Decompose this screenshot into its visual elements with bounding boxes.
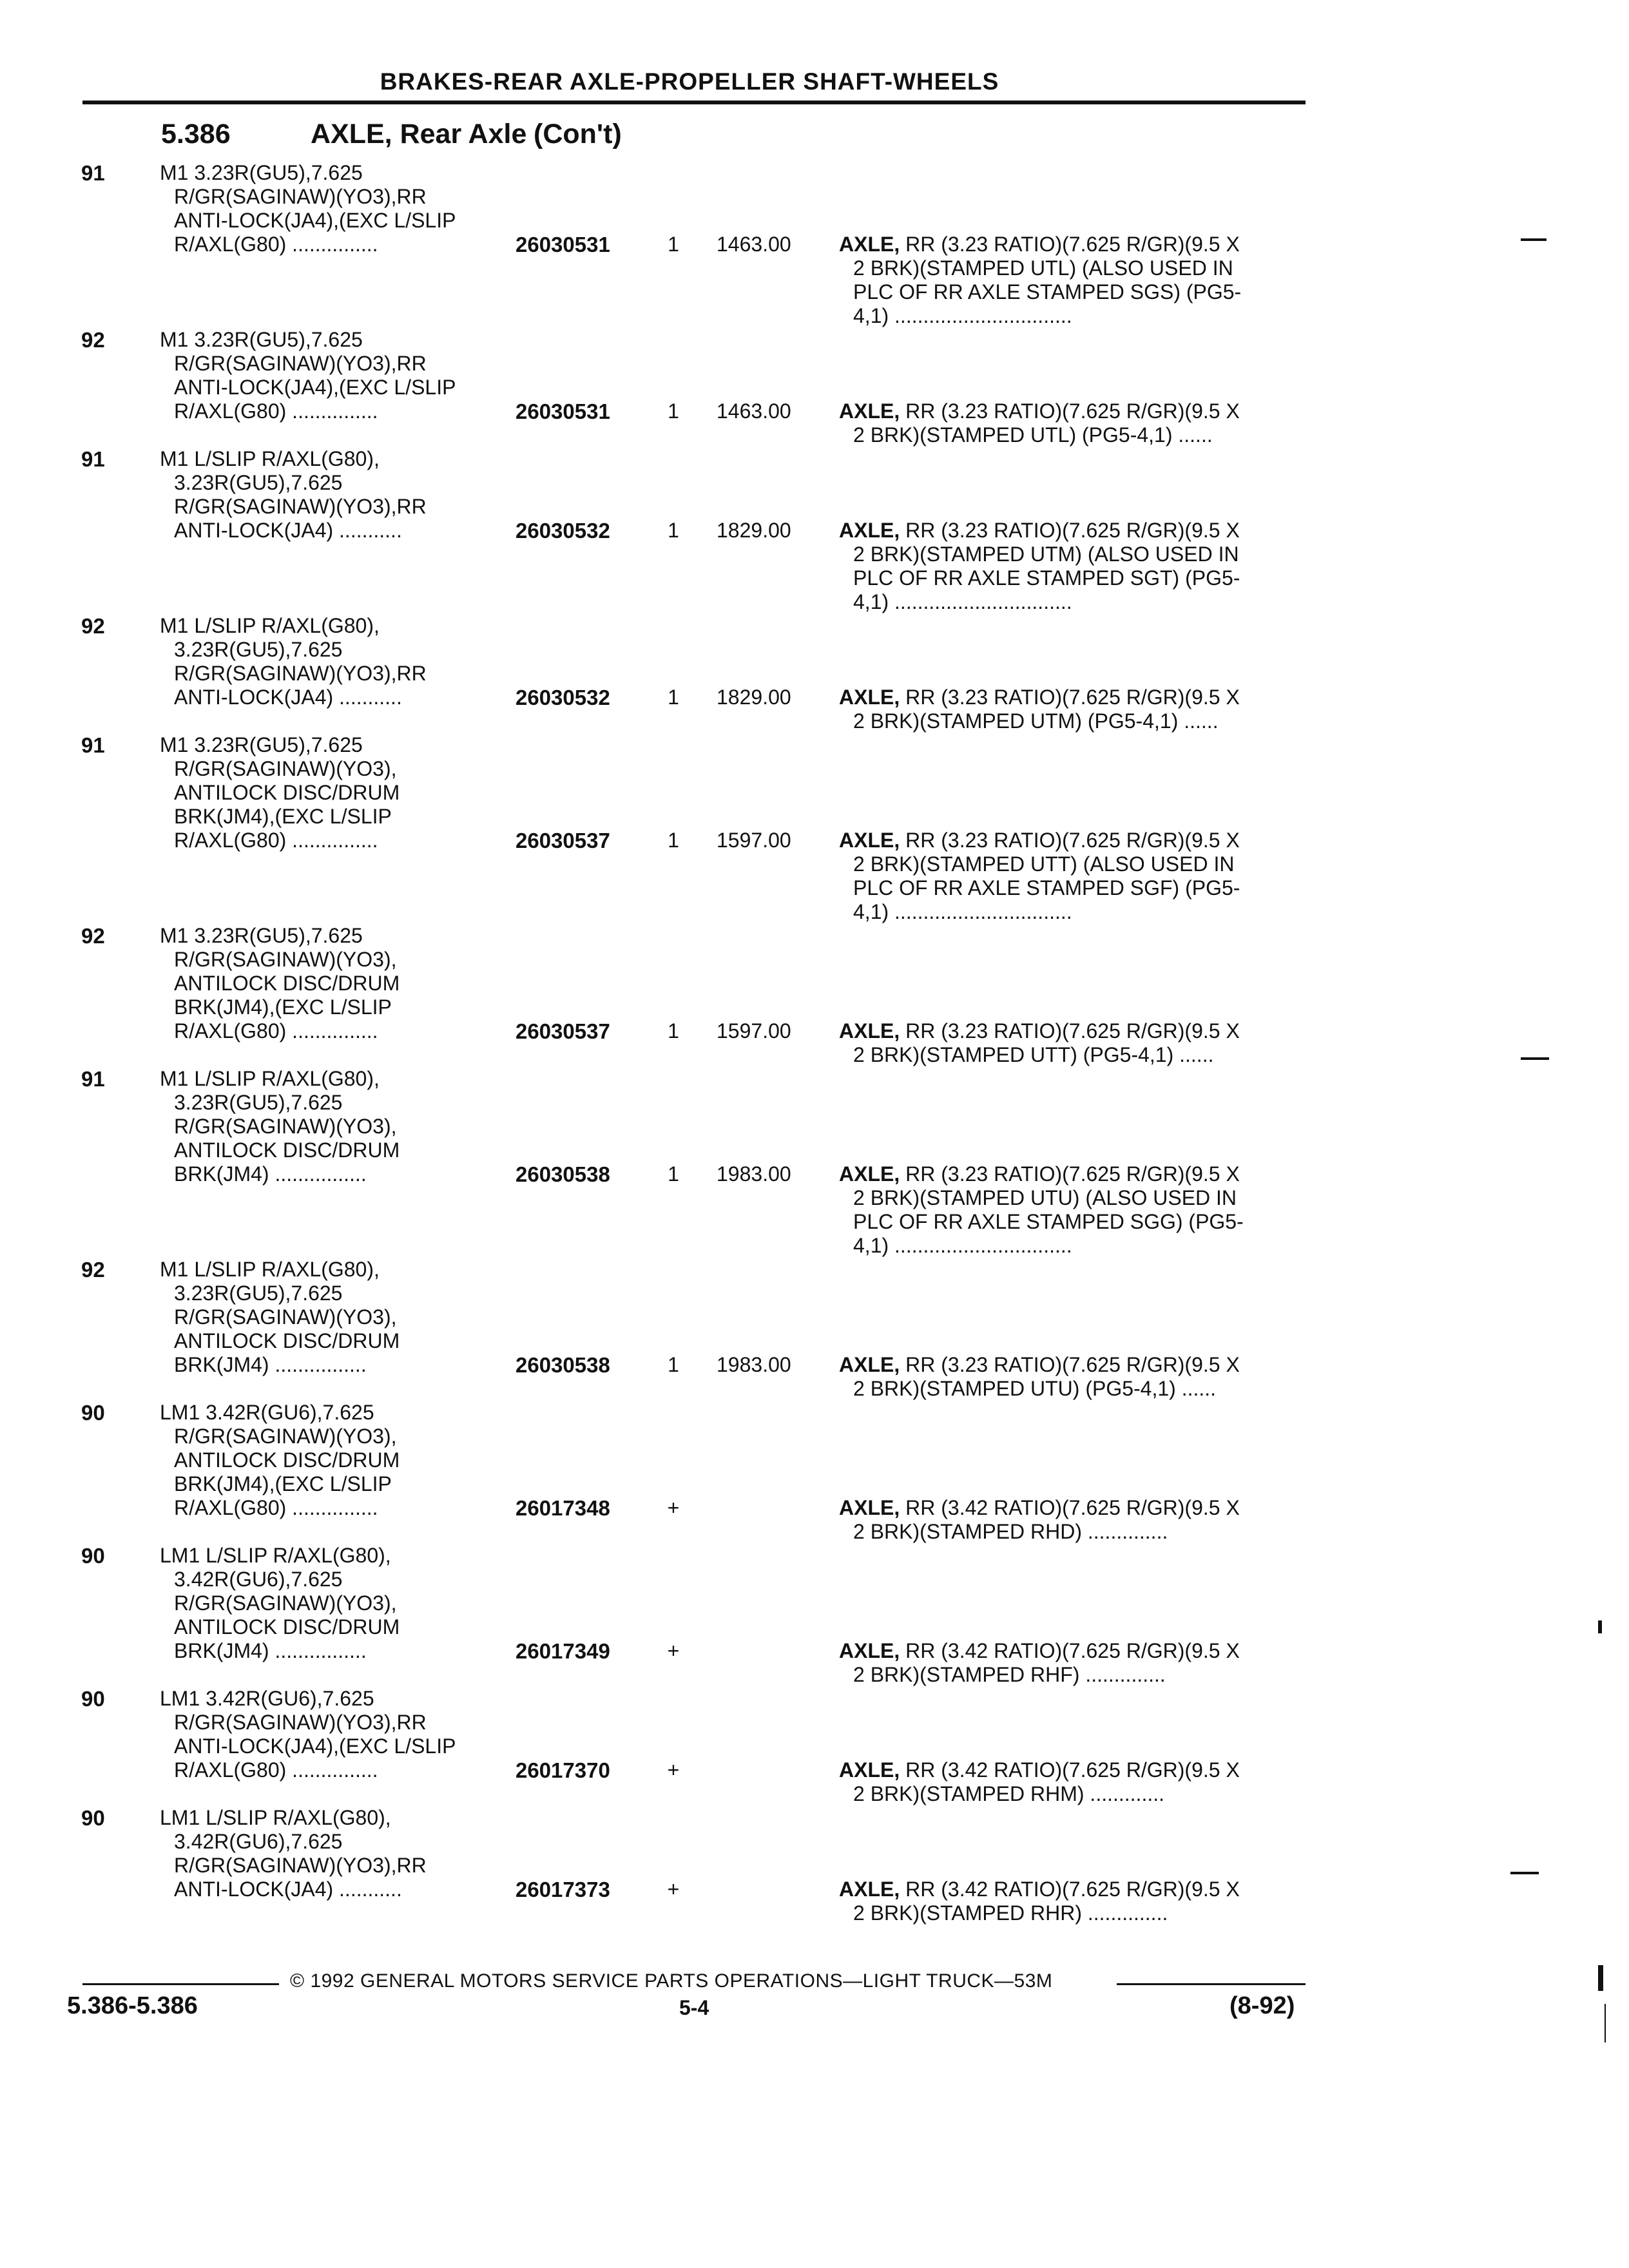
usage-line: ANTILOCK DISC/DRUM <box>174 1329 400 1352</box>
part-description-line: 2 BRK)(STAMPED UTU) (PG5-4,1) ...... <box>853 1377 1217 1400</box>
figure-number: 90 <box>81 1401 105 1425</box>
part-description-line: 4,1) ............................... <box>853 590 1072 613</box>
parts-entry <box>0 161 1629 328</box>
page-header: BRAKES-REAR AXLE-PROPELLER SHAFT-WHEELS <box>380 68 999 95</box>
usage-line: 3.23R(GU5),7.625 <box>174 1282 343 1305</box>
part-description-line <box>839 829 1303 852</box>
usage-line: R/GR(SAGINAW)(YO3), <box>174 757 397 780</box>
usage-line: 3.23R(GU5),7.625 <box>174 1091 343 1114</box>
usage-line: BRK(JM4) ................ <box>174 1353 367 1376</box>
part-description-text: RR (3.23 RATIO)(7.625 R/GR)(9.5 X <box>900 1162 1240 1186</box>
part-number: 26030531 <box>516 233 610 256</box>
part-description <box>839 1758 1303 1806</box>
section-continued: (Con't) <box>534 119 622 149</box>
part-description-line <box>839 519 1303 543</box>
quantity: + <box>667 1758 680 1782</box>
part-name: AXLE, <box>839 1162 900 1186</box>
quantity: + <box>667 1878 680 1901</box>
part-description-line: 4,1) ............................... <box>853 304 1072 327</box>
part-description-line: 4,1) ............................... <box>853 1234 1072 1257</box>
usage-line: ANTI-LOCK(JA4) ........... <box>174 1878 402 1901</box>
part-number: 26030531 <box>516 399 610 423</box>
usage-line: 3.23R(GU5),7.625 <box>174 638 343 661</box>
usage-line: ANTILOCK DISC/DRUM <box>174 781 400 804</box>
figure-number: 91 <box>81 447 105 471</box>
footer-copyright: © 1992 GENERAL MOTORS SERVICE PARTS OPERATIONS—LIGHT TRUCK—53M <box>290 1970 1053 1992</box>
part-description-text: RR (3.23 RATIO)(7.625 R/GR)(9.5 X <box>900 399 1240 423</box>
usage-line: M1 L/SLIP R/AXL(G80), <box>160 1258 380 1281</box>
price: 1829.00 <box>717 519 791 542</box>
usage-line: R/GR(SAGINAW)(YO3),RR <box>174 495 427 518</box>
part-description-line <box>839 1878 1303 1901</box>
usage-line: R/AXL(G80) ............... <box>174 1496 378 1519</box>
usage-line: M1 3.23R(GU5),7.625 <box>160 733 363 756</box>
part-name: AXLE, <box>839 1878 900 1901</box>
parts-entry <box>0 447 1629 614</box>
figure-number: 90 <box>81 1544 105 1568</box>
part-description-line <box>839 1353 1303 1377</box>
edge-mark <box>1521 1057 1549 1060</box>
parts-entry <box>0 1067 1629 1258</box>
usage-line: M1 3.23R(GU5),7.625 <box>160 161 363 184</box>
part-description-line: 2 BRK)(STAMPED RHM) ............. <box>853 1782 1164 1805</box>
part-description-line: PLC OF RR AXLE STAMPED SGS) (PG5- <box>853 280 1242 303</box>
figure-number: 90 <box>81 1687 105 1711</box>
usage-line: ANTI-LOCK(JA4),(EXC L/SLIP <box>174 1735 456 1758</box>
usage-line: 3.23R(GU5),7.625 <box>174 471 343 494</box>
part-description <box>839 399 1303 447</box>
usage-description <box>160 1806 508 1901</box>
edge-mark <box>1605 2004 1606 2042</box>
part-number: 26030532 <box>516 519 610 543</box>
part-description-line <box>839 1019 1303 1043</box>
part-name: AXLE, <box>839 519 900 542</box>
part-description-line: 2 BRK)(STAMPED UTT) (PG5-4,1) ...... <box>853 1043 1214 1066</box>
parts-entry <box>0 1806 1629 1925</box>
footer-page-number: 5-4 <box>679 1996 709 2019</box>
part-description-line: PLC OF RR AXLE STAMPED SGG) (PG5- <box>853 1210 1244 1233</box>
usage-line: BRK(JM4),(EXC L/SLIP <box>174 995 392 1019</box>
price: 1463.00 <box>717 399 791 423</box>
section-title: AXLE, Rear Axle <box>311 119 527 149</box>
edge-mark <box>1521 238 1547 241</box>
part-description-line: 2 BRK)(STAMPED UTM) (ALSO USED IN <box>853 543 1239 566</box>
section-number: 5.386 <box>161 119 231 149</box>
usage-line: R/GR(SAGINAW)(YO3),RR <box>174 1711 427 1734</box>
parts-entry <box>0 1258 1629 1401</box>
figure-number: 90 <box>81 1806 105 1830</box>
parts-entry <box>0 1687 1629 1806</box>
part-description-text: RR (3.23 RATIO)(7.625 R/GR)(9.5 X <box>900 519 1240 542</box>
quantity: 1 <box>668 686 679 709</box>
price: 1983.00 <box>717 1162 791 1186</box>
part-name: AXLE, <box>839 829 900 852</box>
part-description <box>839 1162 1303 1258</box>
usage-line: LM1 3.42R(GU6),7.625 <box>160 1401 374 1424</box>
part-description <box>839 519 1303 614</box>
usage-line: ANTI-LOCK(JA4),(EXC L/SLIP <box>174 209 456 232</box>
part-description-line: 2 BRK)(STAMPED RHR) .............. <box>853 1901 1168 1925</box>
part-description-line <box>839 233 1303 256</box>
part-name: AXLE, <box>839 686 900 709</box>
footer-rule-left <box>82 1983 279 1985</box>
usage-description <box>160 1687 508 1782</box>
usage-description <box>160 614 508 709</box>
part-description-line <box>839 1758 1303 1782</box>
part-description <box>839 829 1303 924</box>
price: 1597.00 <box>717 829 791 852</box>
quantity: 1 <box>668 1019 679 1043</box>
part-description-line: 2 BRK)(STAMPED UTL) (PG5-4,1) ...... <box>853 423 1213 447</box>
part-description-line: 2 BRK)(STAMPED RHF) .............. <box>853 1663 1166 1686</box>
part-description-text: RR (3.23 RATIO)(7.625 R/GR)(9.5 X <box>900 1019 1240 1043</box>
section-heading <box>161 119 622 150</box>
parts-entry <box>0 1544 1629 1687</box>
part-description-line: PLC OF RR AXLE STAMPED SGT) (PG5- <box>853 566 1240 590</box>
parts-entry <box>0 328 1629 447</box>
part-name: AXLE, <box>839 1019 900 1043</box>
quantity: 1 <box>668 1162 679 1186</box>
part-description <box>839 1496 1303 1544</box>
part-description-line <box>839 1639 1303 1663</box>
usage-line: R/GR(SAGINAW)(YO3), <box>174 1591 397 1615</box>
price: 1463.00 <box>717 233 791 256</box>
quantity: + <box>667 1639 680 1662</box>
quantity: + <box>667 1496 680 1519</box>
part-number: 26017370 <box>516 1758 610 1782</box>
parts-entry <box>0 614 1629 733</box>
price: 1983.00 <box>717 1353 791 1376</box>
part-description-line: 2 BRK)(STAMPED RHD) .............. <box>853 1520 1168 1543</box>
figure-number: 91 <box>81 161 105 185</box>
part-name: AXLE, <box>839 1496 900 1519</box>
part-description-text: RR (3.23 RATIO)(7.625 R/GR)(9.5 X <box>900 686 1240 709</box>
part-description-line: 2 BRK)(STAMPED UTT) (ALSO USED IN <box>853 852 1235 876</box>
part-number: 26030537 <box>516 1019 610 1043</box>
footer-section-range: 5.386-5.386 <box>67 1992 198 2019</box>
edge-mark <box>1598 1620 1602 1633</box>
part-name: AXLE, <box>839 1758 900 1782</box>
edge-mark <box>1510 1872 1539 1874</box>
usage-line: R/AXL(G80) ............... <box>174 829 378 852</box>
usage-description <box>160 924 508 1043</box>
usage-line: R/GR(SAGINAW)(YO3), <box>174 1425 397 1448</box>
usage-line: ANTI-LOCK(JA4) ........... <box>174 519 402 542</box>
footer-rule-right <box>1117 1983 1306 1985</box>
part-number: 26030538 <box>516 1162 610 1186</box>
part-number: 26030532 <box>516 686 610 709</box>
usage-description <box>160 733 508 852</box>
usage-line: M1 L/SLIP R/AXL(G80), <box>160 614 380 637</box>
usage-line: R/AXL(G80) ............... <box>174 399 378 423</box>
part-description <box>839 1878 1303 1925</box>
price: 1829.00 <box>717 686 791 709</box>
usage-line: 3.42R(GU6),7.625 <box>174 1830 343 1853</box>
usage-line: R/GR(SAGINAW)(YO3), <box>174 1305 397 1329</box>
quantity: 1 <box>668 233 679 256</box>
usage-line: 3.42R(GU6),7.625 <box>174 1568 343 1591</box>
part-description-line <box>839 1496 1303 1520</box>
part-description-line <box>839 686 1303 709</box>
part-number: 26017348 <box>516 1496 610 1520</box>
usage-line: R/AXL(G80) ............... <box>174 1758 378 1782</box>
quantity: 1 <box>668 829 679 852</box>
part-number: 26017373 <box>516 1878 610 1901</box>
usage-description <box>160 1401 508 1520</box>
part-description-line <box>839 399 1303 423</box>
part-description-line: 2 BRK)(STAMPED UTM) (PG5-4,1) ...... <box>853 709 1219 733</box>
usage-line: BRK(JM4) ................ <box>174 1639 367 1662</box>
part-description-text: RR (3.23 RATIO)(7.625 R/GR)(9.5 X <box>900 829 1240 852</box>
usage-description <box>160 1258 508 1377</box>
usage-line: ANTILOCK DISC/DRUM <box>174 1448 400 1472</box>
usage-line: BRK(JM4),(EXC L/SLIP <box>174 805 392 828</box>
edge-mark <box>1598 1965 1603 1991</box>
usage-line: R/GR(SAGINAW)(YO3),RR <box>174 352 427 375</box>
usage-line: ANTI-LOCK(JA4) ........... <box>174 686 402 709</box>
part-description <box>839 1353 1303 1401</box>
part-description-text: RR (3.42 RATIO)(7.625 R/GR)(9.5 X <box>900 1496 1240 1519</box>
part-name: AXLE, <box>839 1353 900 1376</box>
usage-line: R/GR(SAGINAW)(YO3), <box>174 1115 397 1138</box>
quantity: 1 <box>668 399 679 423</box>
usage-description <box>160 1067 508 1186</box>
usage-line: R/GR(SAGINAW)(YO3), <box>174 948 397 971</box>
part-description <box>839 1639 1303 1687</box>
usage-description <box>160 328 508 423</box>
part-number: 26017349 <box>516 1639 610 1663</box>
usage-line: R/GR(SAGINAW)(YO3),RR <box>174 1854 427 1877</box>
usage-line: M1 L/SLIP R/AXL(G80), <box>160 447 380 470</box>
usage-line: ANTILOCK DISC/DRUM <box>174 1139 400 1162</box>
part-description <box>839 233 1303 328</box>
figure-number: 91 <box>81 733 105 757</box>
usage-line: ANTI-LOCK(JA4),(EXC L/SLIP <box>174 376 456 399</box>
part-description-line: 2 BRK)(STAMPED UTU) (ALSO USED IN <box>853 1186 1237 1209</box>
usage-line: ANTILOCK DISC/DRUM <box>174 972 400 995</box>
header-rule <box>82 101 1306 104</box>
usage-line: ANTILOCK DISC/DRUM <box>174 1615 400 1639</box>
usage-line: R/AXL(G80) ............... <box>174 1019 378 1043</box>
part-description-text: RR (3.23 RATIO)(7.625 R/GR)(9.5 X <box>900 1353 1240 1376</box>
part-description-text: RR (3.23 RATIO)(7.625 R/GR)(9.5 X <box>900 233 1240 256</box>
parts-entry <box>0 924 1629 1067</box>
usage-line: R/GR(SAGINAW)(YO3),RR <box>174 662 427 685</box>
part-description-line: PLC OF RR AXLE STAMPED SGF) (PG5- <box>853 876 1240 899</box>
part-number: 26030537 <box>516 829 610 852</box>
part-name: AXLE, <box>839 1639 900 1662</box>
part-description-text: RR (3.42 RATIO)(7.625 R/GR)(9.5 X <box>900 1878 1240 1901</box>
part-description-text: RR (3.42 RATIO)(7.625 R/GR)(9.5 X <box>900 1758 1240 1782</box>
usage-line: M1 3.23R(GU5),7.625 <box>160 328 363 351</box>
part-name: AXLE, <box>839 399 900 423</box>
usage-description <box>160 1544 508 1663</box>
part-name: AXLE, <box>839 233 900 256</box>
part-description-line: 2 BRK)(STAMPED UTL) (ALSO USED IN <box>853 256 1233 280</box>
usage-description <box>160 447 508 543</box>
figure-number: 92 <box>81 1258 105 1282</box>
figure-number: 91 <box>81 1067 105 1091</box>
footer-date: (8-92) <box>1229 1992 1295 2019</box>
figure-number: 92 <box>81 328 105 352</box>
usage-line: M1 3.23R(GU5),7.625 <box>160 924 363 947</box>
usage-line: BRK(JM4) ................ <box>174 1162 367 1186</box>
part-description-text: RR (3.42 RATIO)(7.625 R/GR)(9.5 X <box>900 1639 1240 1662</box>
usage-line: LM1 L/SLIP R/AXL(G80), <box>160 1544 391 1567</box>
figure-number: 92 <box>81 924 105 948</box>
parts-entry <box>0 1401 1629 1544</box>
part-number: 26030538 <box>516 1353 610 1377</box>
usage-line: LM1 L/SLIP R/AXL(G80), <box>160 1806 391 1829</box>
price: 1597.00 <box>717 1019 791 1043</box>
quantity: 1 <box>668 519 679 542</box>
figure-number: 92 <box>81 614 105 638</box>
usage-description <box>160 161 508 256</box>
parts-entry <box>0 733 1629 924</box>
part-description <box>839 686 1303 733</box>
part-description-line: 4,1) ............................... <box>853 900 1072 923</box>
quantity: 1 <box>668 1353 679 1376</box>
usage-line: BRK(JM4),(EXC L/SLIP <box>174 1472 392 1495</box>
part-description <box>839 1019 1303 1067</box>
usage-line: M1 L/SLIP R/AXL(G80), <box>160 1067 380 1090</box>
part-description-line <box>839 1162 1303 1186</box>
usage-line: R/AXL(G80) ............... <box>174 233 378 256</box>
usage-line: R/GR(SAGINAW)(YO3),RR <box>174 185 427 208</box>
usage-line: LM1 3.42R(GU6),7.625 <box>160 1687 374 1710</box>
